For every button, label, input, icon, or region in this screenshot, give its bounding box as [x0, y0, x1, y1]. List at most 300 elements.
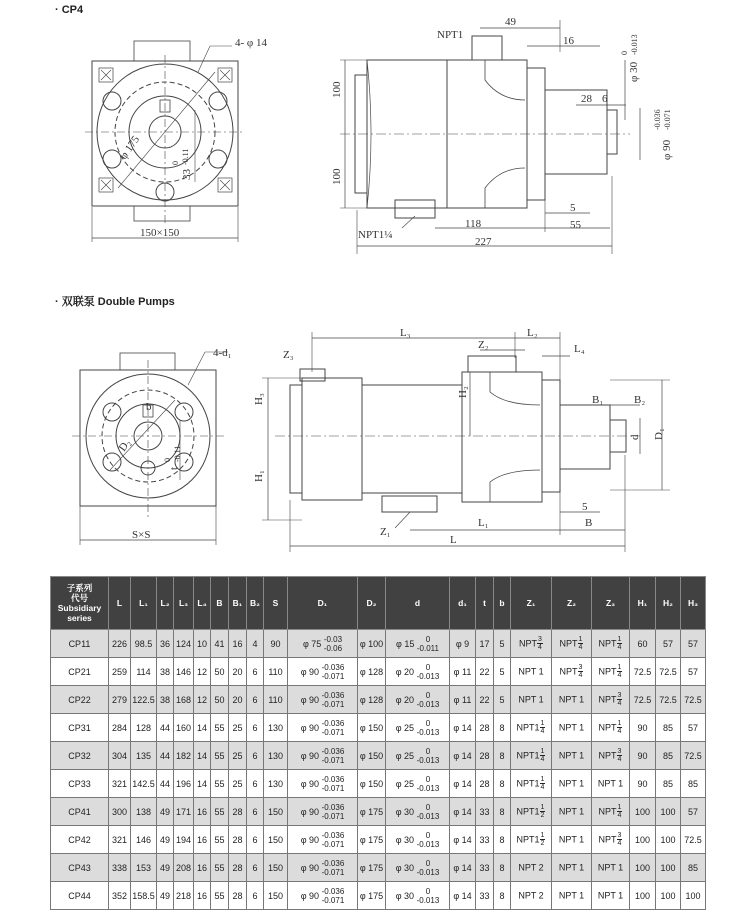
cell-series: CP21 — [51, 658, 109, 686]
cell-small-d1: φ 14 — [450, 882, 476, 910]
cell-l1: 153 — [131, 854, 157, 882]
cell-b: 55 — [211, 770, 229, 798]
cell-l3: 160 — [174, 714, 194, 742]
cell-l1: 142.5 — [131, 770, 157, 798]
double-pumps-section-title: · 双联泵 Double Pumps — [55, 296, 175, 308]
cell-z3: NPT $\frac{1}{4}$ — [592, 798, 630, 826]
cell-l2: 36 — [157, 630, 174, 658]
cell-small-b: 5 — [494, 658, 511, 686]
cell-z2: NPT 1 — [552, 742, 592, 770]
cell-d1-tolerance: φ 90 -0.036 -0.071 — [288, 798, 358, 826]
cp4-square-label: 150×150 — [140, 227, 180, 239]
cp4-section-title: · CP4 — [55, 4, 84, 16]
cell-s: 150 — [264, 854, 288, 882]
cell-b: 50 — [211, 686, 229, 714]
cell-series: CP44 — [51, 882, 109, 910]
dp-ss-label: S×S — [132, 529, 151, 541]
cell-h3: 72.5 — [681, 742, 706, 770]
cell-l3: 182 — [174, 742, 194, 770]
cell-t: 33 — [476, 826, 494, 854]
cell-h1: 90 — [630, 742, 656, 770]
cell-d2: φ 175 — [358, 854, 386, 882]
cell-h1: 60 — [630, 630, 656, 658]
cell-l: 279 — [109, 686, 131, 714]
table-row — [51, 714, 706, 742]
cell-l4: 14 — [194, 770, 211, 798]
header-z1: Z₁ — [511, 577, 552, 630]
cell-d1-tolerance: φ 90 -0.036 -0.071 — [288, 770, 358, 798]
cell-s: 150 — [264, 798, 288, 826]
cell-b: 55 — [211, 826, 229, 854]
cell-l4: 14 — [194, 742, 211, 770]
dp-tol-low: -0.11 — [173, 445, 182, 462]
cell-series: CP41 — [51, 798, 109, 826]
cell-l3: 146 — [174, 658, 194, 686]
cell-h1: 72.5 — [630, 658, 656, 686]
cell-d-tolerance: φ 20 0 -0.013 — [386, 658, 450, 686]
cell-z1: NPT $\frac{3}{4}$ — [511, 630, 552, 658]
cell-l3: 196 — [174, 770, 194, 798]
cell-z1: NPT1 $\frac{1}{4}$ — [511, 714, 552, 742]
cell-l: 300 — [109, 798, 131, 826]
cp4-phi90-up: -0.036 — [653, 109, 662, 130]
cp4-holes-label: 4- φ 14 — [235, 37, 268, 49]
cell-h3: 72.5 — [681, 686, 706, 714]
dp-tol-up: 0 — [163, 458, 172, 462]
cell-l2: 49 — [157, 882, 174, 910]
cell-b: 41 — [211, 630, 229, 658]
cell-d-tolerance: φ 25 0 -0.013 — [386, 770, 450, 798]
dp-h3-label: H₃ — [253, 393, 265, 405]
cell-h3: 85 — [681, 854, 706, 882]
cell-l3: 171 — [174, 798, 194, 826]
dp-l4-label: L₄ — [574, 343, 585, 355]
cell-h2: 100 — [656, 826, 681, 854]
header-l2: L₂ — [157, 577, 174, 630]
cell-d2: φ 128 — [358, 658, 386, 686]
cell-b2: 6 — [247, 658, 264, 686]
table-header-row — [51, 577, 706, 630]
cell-l2: 49 — [157, 798, 174, 826]
table-row — [51, 854, 706, 882]
cell-h2: 85 — [656, 742, 681, 770]
cell-t: 28 — [476, 714, 494, 742]
table-row — [51, 742, 706, 770]
cell-l4: 12 — [194, 686, 211, 714]
cell-l2: 44 — [157, 742, 174, 770]
cell-small-b: 8 — [494, 714, 511, 742]
table-row — [51, 770, 706, 798]
cell-h3: 72.5 — [681, 826, 706, 854]
cell-l2: 44 — [157, 770, 174, 798]
table-row — [51, 686, 706, 714]
cell-d2: φ 175 — [358, 798, 386, 826]
header-l1: L₁ — [131, 577, 157, 630]
header-s: S — [264, 577, 288, 630]
cell-h2: 57 — [656, 630, 681, 658]
cell-h2: 85 — [656, 770, 681, 798]
cell-t: 17 — [476, 630, 494, 658]
cell-small-b: 5 — [494, 630, 511, 658]
cell-h2: 85 — [656, 714, 681, 742]
cell-d-tolerance: φ 25 0 -0.013 — [386, 714, 450, 742]
cell-z3: NPT $\frac{3}{4}$ — [592, 826, 630, 854]
cell-d-tolerance: φ 15 0 -0.011 — [386, 630, 450, 658]
cell-l4: 10 — [194, 630, 211, 658]
dp-z1-label: Z₁ — [380, 526, 391, 538]
cell-h2: 72.5 — [656, 658, 681, 686]
header-l4: L₄ — [194, 577, 211, 630]
cell-b: 55 — [211, 714, 229, 742]
cp4-tol33-low: -0.11 — [181, 148, 190, 165]
dp-bb-label: B — [585, 517, 593, 529]
cell-d-tolerance: φ 30 0 -0.013 — [386, 854, 450, 882]
cell-d-tolerance: φ 30 0 -0.013 — [386, 798, 450, 826]
cell-h1: 100 — [630, 798, 656, 826]
dp-l3-label: L₃ — [400, 327, 411, 339]
cell-small-b: 8 — [494, 882, 511, 910]
cell-z2: NPT 1 — [552, 798, 592, 826]
cell-l: 226 — [109, 630, 131, 658]
header-series: 子系列 代号 Subsidiary series — [51, 577, 109, 630]
cell-l2: 38 — [157, 686, 174, 714]
cell-b: 55 — [211, 742, 229, 770]
header-l: L — [109, 577, 131, 630]
cp4-tol33-up: 0 — [171, 161, 180, 165]
cell-t: 33 — [476, 798, 494, 826]
cell-small-b: 8 — [494, 742, 511, 770]
cell-d1-tolerance: φ 90 -0.036 -0.071 — [288, 882, 358, 910]
cell-l4: 16 — [194, 882, 211, 910]
cell-d1-tolerance: φ 90 -0.036 -0.071 — [288, 658, 358, 686]
cell-t: 33 — [476, 882, 494, 910]
cell-h1: 100 — [630, 826, 656, 854]
cell-b2: 6 — [247, 714, 264, 742]
cell-small-d1: φ 11 — [450, 686, 476, 714]
cell-small-b: 8 — [494, 854, 511, 882]
cell-series: CP42 — [51, 826, 109, 854]
table-row — [51, 882, 706, 910]
dp-l2-label: L₂ — [527, 327, 538, 339]
cell-h3: 57 — [681, 798, 706, 826]
cell-l2: 49 — [157, 826, 174, 854]
cell-b1: 28 — [229, 798, 247, 826]
cell-l2: 38 — [157, 658, 174, 686]
table-row — [51, 826, 706, 854]
cp4-phi30-label: φ 30 — [628, 61, 640, 82]
cell-l3: 194 — [174, 826, 194, 854]
cell-small-d1: φ 9 — [450, 630, 476, 658]
cell-d2: φ 150 — [358, 714, 386, 742]
cell-z2: NPT 1 — [552, 854, 592, 882]
cell-h1: 100 — [630, 882, 656, 910]
cell-b2: 6 — [247, 882, 264, 910]
cp4-d227-label: 227 — [475, 236, 492, 248]
cp4-d55-label: 55 — [570, 219, 581, 231]
cell-l1: 98.5 — [131, 630, 157, 658]
dp-b2-label: B₂ — [634, 394, 646, 406]
header-z2: Z₂ — [552, 577, 592, 630]
cell-z1: NPT1 $\frac{1}{2}$ — [511, 798, 552, 826]
cell-h3: 57 — [681, 714, 706, 742]
cell-small-d1: φ 14 — [450, 826, 476, 854]
cell-l3: 218 — [174, 882, 194, 910]
cell-z2: NPT 1 — [552, 714, 592, 742]
cell-l: 304 — [109, 742, 131, 770]
cell-d1-tolerance: φ 75 -0.03 -0.06 — [288, 630, 358, 658]
cell-t: 22 — [476, 686, 494, 714]
cell-z1: NPT1 $\frac{1}{2}$ — [511, 826, 552, 854]
cell-d2: φ 150 — [358, 770, 386, 798]
cell-d1-tolerance: φ 90 -0.036 -0.071 — [288, 826, 358, 854]
header-l3: L₃ — [174, 577, 194, 630]
cell-z1: NPT 2 — [511, 882, 552, 910]
cell-z3: NPT $\frac{3}{4}$ — [592, 742, 630, 770]
cell-z1: NPT 2 — [511, 854, 552, 882]
cp4-d28-label: 28 — [581, 93, 592, 105]
cell-l2: 44 — [157, 714, 174, 742]
dp-b1-label: B₁ — [592, 394, 604, 406]
cell-d2: φ 175 — [358, 826, 386, 854]
cell-b2: 6 — [247, 686, 264, 714]
cp4-tol33-label: 33 — [181, 169, 193, 180]
cell-l: 284 — [109, 714, 131, 742]
cell-b1: 16 — [229, 630, 247, 658]
cp4-phi90-label: φ 90 — [661, 139, 673, 160]
cp4-phi90-low: -0.071 — [663, 109, 672, 130]
cell-small-d1: φ 14 — [450, 770, 476, 798]
cell-l4: 16 — [194, 798, 211, 826]
dp-t-label: t — [168, 466, 180, 470]
cp4-phi30-up: 0 — [620, 51, 629, 55]
cell-l1: 135 — [131, 742, 157, 770]
cell-h2: 100 — [656, 882, 681, 910]
cell-d2: φ 150 — [358, 742, 386, 770]
cell-b1: 28 — [229, 882, 247, 910]
cp4-d118-label: 118 — [465, 218, 482, 230]
header-b-small: b — [494, 577, 511, 630]
cell-b2: 6 — [247, 854, 264, 882]
cell-b: 55 — [211, 882, 229, 910]
cell-s: 110 — [264, 686, 288, 714]
cell-small-b: 8 — [494, 826, 511, 854]
header-b: B — [211, 577, 229, 630]
table-row — [51, 798, 706, 826]
cp4-npt1-label: NPT1 — [437, 29, 464, 41]
cell-l4: 16 — [194, 826, 211, 854]
cell-small-d1: φ 14 — [450, 798, 476, 826]
cell-z3: NPT $\frac{1}{4}$ — [592, 630, 630, 658]
cell-series: CP33 — [51, 770, 109, 798]
header-b2: B₂ — [247, 577, 264, 630]
spec-table-body — [51, 630, 706, 910]
cell-b1: 28 — [229, 826, 247, 854]
cell-s: 150 — [264, 826, 288, 854]
cell-h1: 72.5 — [630, 686, 656, 714]
header-b1: B₁ — [229, 577, 247, 630]
cell-z1: NPT 1 — [511, 686, 552, 714]
dp-d1-label: D₁ — [653, 428, 665, 440]
cell-small-d1: φ 11 — [450, 658, 476, 686]
cp4-npt-bottom-label: NPT1¼ — [358, 229, 393, 241]
cp4-d16-label: 16 — [563, 35, 574, 47]
cell-z2: NPT $\frac{3}{4}$ — [552, 658, 592, 686]
cell-small-b: 5 — [494, 686, 511, 714]
cell-l: 259 — [109, 658, 131, 686]
cell-d1-tolerance: φ 90 -0.036 -0.071 — [288, 686, 358, 714]
dp-h2-label: H₂ — [457, 386, 469, 398]
cell-d-tolerance: φ 20 0 -0.013 — [386, 686, 450, 714]
cell-z2: NPT 1 — [552, 826, 592, 854]
cell-h3: 85 — [681, 770, 706, 798]
cp4-d6-label: 6 — [602, 93, 608, 105]
cell-d2: φ 175 — [358, 882, 386, 910]
table-row — [51, 630, 706, 658]
cp4-phi30-low: -0.013 — [630, 34, 639, 55]
cp4-d100b-label: 100 — [331, 168, 343, 185]
cell-t: 22 — [476, 658, 494, 686]
cell-z1: NPT1 $\frac{1}{4}$ — [511, 742, 552, 770]
cell-b: 50 — [211, 658, 229, 686]
cell-b1: 25 — [229, 770, 247, 798]
cp4-d49-label: 49 — [505, 16, 516, 28]
cp4-d5-label: 5 — [570, 202, 576, 214]
header-d1: d₁ — [450, 577, 476, 630]
cell-z3: NPT 1 — [592, 770, 630, 798]
cell-t: 28 — [476, 770, 494, 798]
cell-h3: 100 — [681, 882, 706, 910]
cell-t: 33 — [476, 854, 494, 882]
cell-series: CP11 — [51, 630, 109, 658]
cell-z2: NPT $\frac{1}{4}$ — [552, 630, 592, 658]
header-h1: H₁ — [630, 577, 656, 630]
cell-d2: φ 128 — [358, 686, 386, 714]
cell-z3: NPT 1 — [592, 882, 630, 910]
cell-small-d1: φ 14 — [450, 854, 476, 882]
dp-holes-label: 4-d₁ — [213, 347, 232, 359]
cell-b2: 4 — [247, 630, 264, 658]
cell-d-tolerance: φ 30 0 -0.013 — [386, 882, 450, 910]
cell-b1: 25 — [229, 714, 247, 742]
table-row — [51, 658, 706, 686]
header-d: d — [386, 577, 450, 630]
cell-l: 338 — [109, 854, 131, 882]
header-d2-cap: D₂ — [358, 577, 386, 630]
cell-series: CP43 — [51, 854, 109, 882]
cp4-d100a-label: 100 — [331, 81, 343, 98]
cell-h1: 90 — [630, 770, 656, 798]
cell-b: 55 — [211, 854, 229, 882]
cell-series: CP31 — [51, 714, 109, 742]
cell-d-tolerance: φ 25 0 -0.013 — [386, 742, 450, 770]
cell-l1: 158.5 — [131, 882, 157, 910]
cell-l3: 208 — [174, 854, 194, 882]
cell-l: 321 — [109, 770, 131, 798]
cell-d-tolerance: φ 30 0 -0.013 — [386, 826, 450, 854]
cell-t: 28 — [476, 742, 494, 770]
cell-h3: 57 — [681, 630, 706, 658]
cp4-phi175-label: φ 175 — [117, 133, 143, 162]
cell-l1: 146 — [131, 826, 157, 854]
cell-s: 90 — [264, 630, 288, 658]
cell-small-b: 8 — [494, 798, 511, 826]
cell-s: 130 — [264, 770, 288, 798]
cell-z2: NPT 1 — [552, 882, 592, 910]
cell-b2: 6 — [247, 742, 264, 770]
cell-b: 55 — [211, 798, 229, 826]
cell-s: 110 — [264, 658, 288, 686]
cell-b1: 28 — [229, 854, 247, 882]
cell-d1-tolerance: φ 90 -0.036 -0.071 — [288, 714, 358, 742]
cell-b2: 6 — [247, 770, 264, 798]
cell-series: CP32 — [51, 742, 109, 770]
cell-b1: 20 — [229, 686, 247, 714]
cell-small-b: 8 — [494, 770, 511, 798]
cell-l1: 122.5 — [131, 686, 157, 714]
cell-l4: 14 — [194, 714, 211, 742]
cell-h2: 100 — [656, 854, 681, 882]
cell-s: 130 — [264, 714, 288, 742]
dp-d5-label: 5 — [582, 501, 588, 513]
cell-small-d1: φ 14 — [450, 742, 476, 770]
cell-z3: NPT $\frac{3}{4}$ — [592, 686, 630, 714]
cell-l: 352 — [109, 882, 131, 910]
cell-z3: NPT $\frac{1}{4}$ — [592, 658, 630, 686]
cell-s: 150 — [264, 882, 288, 910]
cell-b1: 25 — [229, 742, 247, 770]
cell-h3: 57 — [681, 658, 706, 686]
cell-b2: 6 — [247, 798, 264, 826]
cell-l: 321 — [109, 826, 131, 854]
header-t: t — [476, 577, 494, 630]
cell-d2: φ 100 — [358, 630, 386, 658]
cell-l4: 12 — [194, 658, 211, 686]
cell-l3: 168 — [174, 686, 194, 714]
dp-b-label: b — [146, 401, 152, 413]
dp-z2-label: Z₂ — [478, 339, 489, 351]
spec-table — [50, 576, 706, 910]
cell-b2: 6 — [247, 826, 264, 854]
cell-z1: NPT 1 — [511, 658, 552, 686]
cell-series: CP22 — [51, 686, 109, 714]
cell-l3: 124 — [174, 630, 194, 658]
cell-z2: NPT 1 — [552, 686, 592, 714]
cell-d1-tolerance: φ 90 -0.036 -0.071 — [288, 742, 358, 770]
cell-h2: 100 — [656, 798, 681, 826]
cell-z3: NPT 1 — [592, 854, 630, 882]
cell-l2: 49 — [157, 854, 174, 882]
dp-l1-label: L₁ — [478, 517, 489, 529]
cell-b1: 20 — [229, 658, 247, 686]
cell-h1: 100 — [630, 854, 656, 882]
cell-l1: 128 — [131, 714, 157, 742]
cell-l1: 138 — [131, 798, 157, 826]
cell-s: 130 — [264, 742, 288, 770]
header-d1-cap: D₁ — [288, 577, 358, 630]
cell-z3: NPT $\frac{1}{4}$ — [592, 714, 630, 742]
header-h3: H₃ — [681, 577, 706, 630]
dp-l-label: L — [450, 534, 457, 546]
dp-dd-label: d — [629, 434, 641, 440]
cell-d1-tolerance: φ 90 -0.036 -0.071 — [288, 854, 358, 882]
cell-h1: 90 — [630, 714, 656, 742]
dp-d2-label: D₂ — [116, 437, 134, 454]
cell-small-d1: φ 14 — [450, 714, 476, 742]
dp-h1-label: H₁ — [253, 470, 265, 482]
header-h2: H₂ — [656, 577, 681, 630]
cell-h2: 72.5 — [656, 686, 681, 714]
dp-z3-label: Z₃ — [283, 349, 294, 361]
